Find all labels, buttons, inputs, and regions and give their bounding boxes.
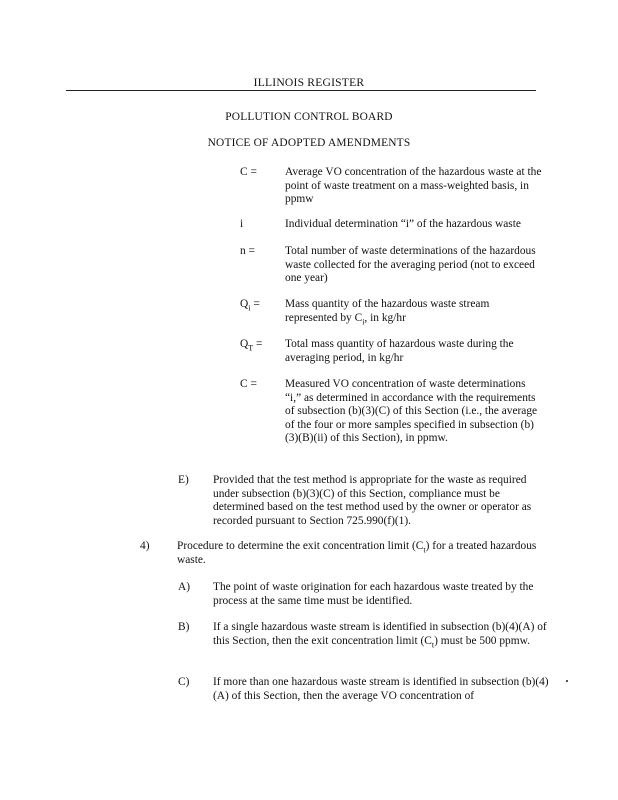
- item-a-text: The point of waste origination for each hazardous waste treated by the process at the same time must be identified.: [213, 581, 534, 607]
- definition-text-n: Total number of waste determinations of the hazardous waste collected for the averaging period (not to exceed one year): [285, 245, 536, 285]
- definition-text-i: Individual determination “i” of the hazardous waste: [285, 218, 521, 230]
- item-4-label: 4): [140, 540, 150, 552]
- definition-symbol-c-measured: C =: [240, 378, 257, 390]
- item-c-text: If more than one hazardous waste stream is identified in subsection (b)(4)(A) of this Section, then the average VO concentration of: [213, 676, 549, 702]
- item-e-text: Provided that the test method is appropriate for the waste as required under subsection (b)(3)(C) of this Section, compliance must be determined based on the test method used by the owner or operator as recorded pursuant to Section 725.990(f)(1).: [213, 474, 532, 527]
- definition-symbol-qi: $Q_i$ =: [240, 298, 260, 313]
- definition-text-c-measured: Measured VO concentration of waste determinations “i,” as determined in accordance with the requirements of subsection (b)(3)(C) of this Section (i.e., the average of the four or more samples specified in subsection (b)(3)(B)(ii) of this Section), in ppmw.: [285, 378, 538, 445]
- definition-symbol-i: i: [240, 218, 244, 230]
- notice-heading: NOTICE OF ADOPTED AMENDMENTS: [207, 137, 411, 149]
- definition-text-qt: Total mass quantity of hazardous waste during the averaging period, in kg/hr: [285, 338, 514, 364]
- item-4-text: Procedure to determine the exit concentration limit $(C_t)$ for a treated hazardous waste.: [177, 540, 537, 566]
- scan-speck: [566, 680, 568, 682]
- item-c-label: C): [178, 676, 190, 688]
- definition-text-qi: Mass quantity of the hazardous waste stream represented by $C_i$, in kg/hr: [285, 298, 490, 326]
- register-title: ILLINOIS REGISTER: [253, 76, 365, 89]
- item-e-label: E): [178, 474, 189, 486]
- item-b-label: B): [178, 621, 190, 633]
- agency-name: POLLUTION CONTROL BOARD: [225, 111, 393, 123]
- item-a-label: A): [178, 581, 191, 593]
- item-b-text: If a single hazardous waste stream is identified in subsection (b)(4)(A) of this Section, then the exit concentration limit $(C_t)$ must be 500 ppmw.: [213, 621, 547, 649]
- definition-symbol-qt: $Q_T$ =: [240, 338, 263, 353]
- definition-symbol-n: n =: [240, 245, 255, 257]
- definition-text-c: Average VO concentration of the hazardous waste at the point of waste treatment on a mass-weighted basis, in ppmw: [285, 166, 542, 206]
- header-divider: [66, 90, 536, 91]
- definition-symbol-c: C =: [240, 166, 257, 178]
